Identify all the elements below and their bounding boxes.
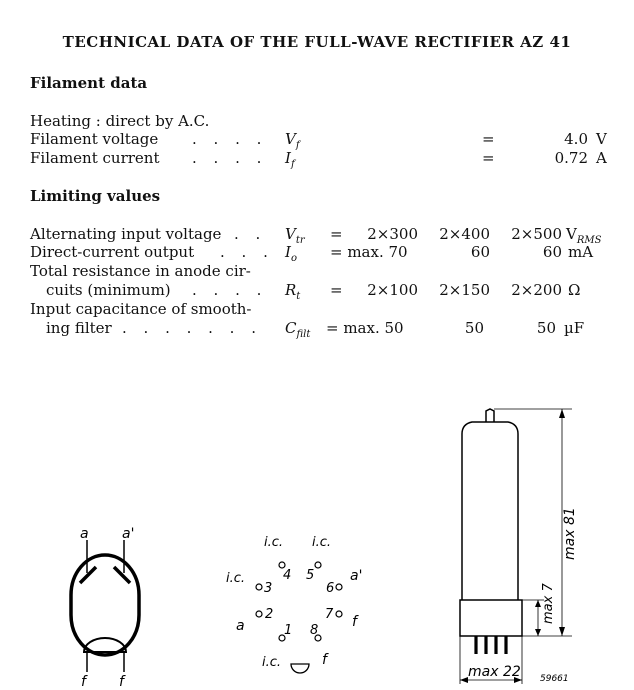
figure-reference: 59661: [540, 674, 569, 684]
pin-number: 4: [283, 568, 292, 583]
row-col2: 2×150: [439, 281, 490, 299]
row-dots: . . . . . . .: [122, 319, 262, 337]
row-unit: $V_{RMS}$: [566, 225, 602, 246]
row-unit: A: [596, 149, 607, 167]
row-col2: 50: [464, 319, 484, 337]
row-label: Filament current: [30, 149, 160, 167]
row-dots: . . . .: [192, 130, 268, 148]
base-pin-diagram: [226, 535, 362, 673]
ic-label: i.c.: [312, 535, 332, 550]
row-label-2: ing filter: [46, 319, 112, 337]
row-dots: . . . .: [192, 281, 268, 299]
height-dimension: max 81: [562, 507, 578, 560]
row-label: Input capacitance of smooth-: [30, 300, 252, 318]
row-symbol: $R_t$: [285, 281, 301, 302]
filament-label: f: [322, 652, 327, 668]
row-symbol: $I_o$: [285, 243, 297, 264]
row-equals: =: [482, 149, 495, 167]
ic-label: i.c.: [264, 535, 284, 550]
row-unit: µF: [564, 319, 585, 337]
ic-label: i.c.: [226, 571, 246, 586]
pin-number: 2: [265, 607, 274, 622]
row-col2: 2×400: [439, 225, 490, 243]
filament-label: f: [81, 674, 86, 690]
pin-number: 8: [310, 623, 319, 638]
row-value: 0.72: [554, 149, 588, 167]
row-equals: = max. 50: [326, 319, 404, 337]
row-dots: . .: [234, 225, 267, 243]
row-equals: =: [482, 130, 495, 148]
row-col1: 2×300: [367, 225, 418, 243]
anode-label: a: [80, 526, 89, 542]
row-label: Direct-current output: [30, 243, 195, 261]
row-dots: . . .: [220, 243, 274, 261]
row-symbol: $C_{filt}$: [285, 319, 311, 340]
row-equals: = max. 70: [330, 243, 408, 261]
ic-label: i.c.: [262, 655, 282, 670]
row-col1: 2×100: [367, 281, 418, 299]
row-unit: V: [596, 130, 607, 148]
row-col3: 2×200: [511, 281, 562, 299]
row-col3: 60: [542, 243, 562, 261]
row-label-2: cuits (minimum): [46, 281, 171, 299]
row-label: Total resistance in anode cir-: [30, 262, 251, 280]
row-col3: 50: [536, 319, 556, 337]
width-dimension: max 22: [468, 664, 521, 680]
page-title: TECHNICAL DATA OF THE FULL-WAVE RECTIFIER AZ 41: [62, 33, 572, 51]
row-col3: 2×500: [511, 225, 562, 243]
base-dimension: max 7: [541, 583, 556, 624]
heating-text: Heating : direct by A.C.: [30, 112, 210, 130]
row-symbol: $I_f$: [285, 149, 295, 170]
row-label: Filament voltage: [30, 130, 159, 148]
filament-heading: Filament data: [30, 74, 148, 92]
row-label: Alternating input voltage: [30, 225, 222, 243]
row-symbol: $V_{tr}$: [285, 225, 305, 246]
row-unit: Ω: [568, 281, 581, 299]
row-equals: =: [330, 225, 343, 243]
row-equals: =: [330, 281, 343, 299]
row-unit: mA: [568, 243, 594, 261]
anode2-label: a': [122, 526, 135, 542]
anode2-label: a': [350, 568, 363, 584]
pin-number: 5: [306, 568, 315, 583]
pin-number: 7: [325, 607, 334, 622]
row-dots: . . . .: [192, 149, 268, 167]
pin-number: 6: [326, 581, 335, 596]
filament2-label: f: [119, 674, 124, 690]
pin-number: 1: [284, 623, 293, 638]
filament-label: f: [352, 614, 357, 630]
tube-symbol-diagram: [71, 526, 139, 690]
row-col2: 60: [470, 243, 490, 261]
pin-number: 3: [264, 581, 273, 596]
row-value: 4.0: [564, 130, 588, 148]
tube-dimension-diagram: [460, 409, 578, 684]
limiting-heading: Limiting values: [30, 187, 161, 205]
anode-label: a: [236, 618, 245, 634]
row-symbol: $V_f$: [285, 130, 300, 151]
